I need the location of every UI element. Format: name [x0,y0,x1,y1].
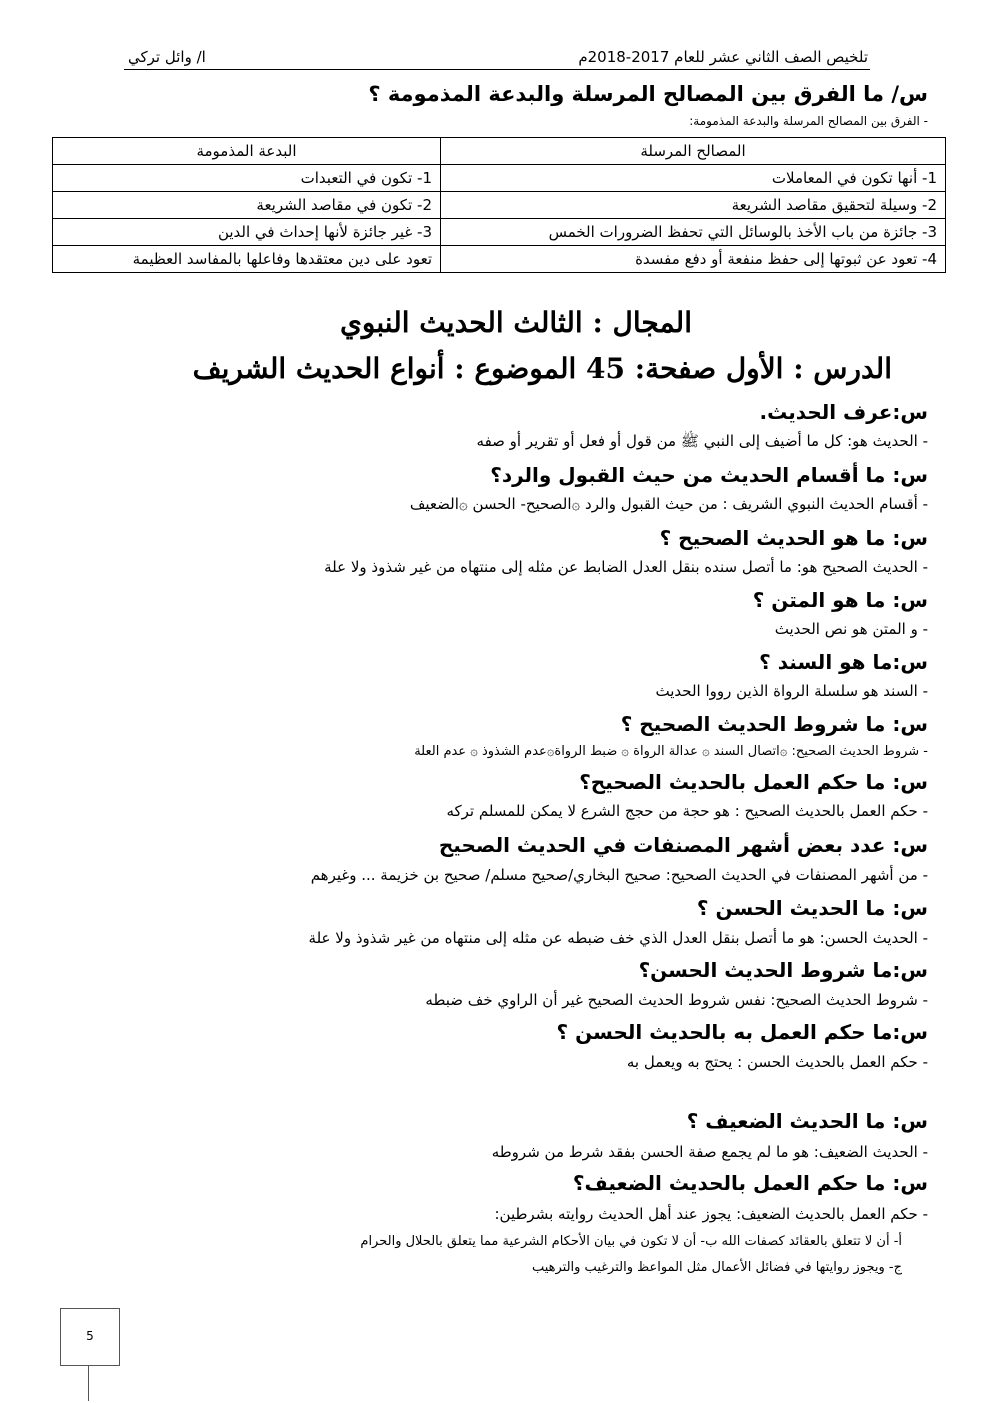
page-number-box [60,1308,120,1366]
header-divider [124,69,870,70]
question: س: عدد بعض أشهر المصنفات في الحديث الصحيح [438,833,928,857]
answer: - و المتن هو نص الحديث [774,620,928,638]
question: س: ما الحديث الحسن ؟ [696,896,928,920]
table-cell: 3- غير جائزة لأنها إحداث في الدين [53,219,441,246]
condition-line: أ- أن لا تتعلق بالعقائد كصفات الله ب- أن لا تكون في بيان الأحكام الشرعية مما يتعلق بالحلال والحرام [360,1234,902,1249]
question: س: ما حكم العمل بالحديث الضعيف؟ [572,1171,928,1195]
teacher-name: ا/ وائل تركي [128,48,206,66]
section-field-heading: المجال : الثالث الحديث النبوي [339,306,692,339]
document-header-title: تلخيص الصف الثاني عشر للعام 2017-2018م [578,48,868,66]
lesson-heading: الدرس : الأول صفحة: 45 الموضوع : أنواع الحديث الشريف [192,352,892,385]
question: س: ما حكم العمل بالحديث الصحيح؟ [579,770,928,794]
table-cell: 2- تكون في مقاصد الشريعة [53,192,441,219]
answer: - أقسام الحديث النبوي الشريف : من حيث القبول والرد ۞الصحيح- الحسن ۞الضعيف [409,495,928,513]
answer: - حكم العمل بالحديث الضعيف: يجوز عند أهل الحديث روايته بشرطين: [494,1205,928,1223]
question: س: ما الحديث الضعيف ؟ [686,1109,928,1133]
question: س: ما هو الحديث الصحيح ؟ [659,526,928,550]
table-header-cell: المصالح المرسلة [441,138,946,165]
condition-line: ج- ويجوز روايتها في فضائل الأعمال مثل المواعظ والترغيب والترهيب [531,1260,902,1275]
answer: - شروط الحديث الصحيح: ۞اتصال السند ۞ عدالة الرواة ۞ ضبط الرواة۞عدم الشذوذ ۞ عدم العلة [414,744,928,759]
table-row [53,219,946,246]
question: س:ما شروط الحديث الحسن؟ [638,958,928,982]
question: س:ما حكم العمل به بالحديث الحسن ؟ [556,1020,928,1044]
answer: - الحديث هو: كل ما أضيف إلى النبي ﷺ من قول أو فعل أو تقرير أو صفه [476,432,928,450]
table-row [53,246,946,273]
intro-question: س/ ما الفرق بين المصالح المرسلة والبدعة المذمومة ؟ [368,82,928,106]
table-cell: 3- جائزة من باب الأخذ بالوسائل التي تحفظ الضرورات الخمس [441,219,946,246]
table-row [53,192,946,219]
question: س: ما أقسام الحديث من حيث القبول والرد؟ [490,463,928,487]
table-cell: 1- أنها تكون في المعاملات [441,165,946,192]
answer: - حكم العمل بالحديث الحسن : يحتج به ويعمل به [626,1053,928,1071]
table-caption: - الفرق بين المصالح المرسلة والبدعة المذمومة: [689,114,928,128]
page-number-line [88,1365,89,1401]
table-cell: 2- وسيلة لتحقيق مقاصد الشريعة [441,192,946,219]
question: س: ما شروط الحديث الصحيح ؟ [620,712,928,736]
table-cell: تعود على دين معتقدها وفاعلها بالمفاسد العظيمة [53,246,441,273]
page-number: 5 [86,1329,94,1343]
table-header-cell: البدعة المذمومة [53,138,441,165]
answer: - الحديث الحسن: هو ما أتصل بنقل العدل الذي خف ضبطه عن مثله إلى منتهاه من غير شذوذ ولا علة [308,929,928,947]
table-header-row [53,138,946,165]
answer: - شروط الحديث الصحيح: نفس شروط الحديث الصحيح غير أن الراوي خف ضبطه [425,991,928,1009]
question: س:ما هو السند ؟ [759,650,928,674]
answer: - الحديث الضعيف: هو ما لم يجمع صفة الحسن بفقد شرط من شروطه [491,1143,928,1161]
comparison-table [52,137,946,273]
answer: - الحديث الصحيح هو: ما أتصل سنده بنقل العدل الضابط عن مثله إلى منتهاه من غير شذوذ ولا علة [324,558,928,576]
answer: - السند هو سلسلة الرواة الذين رووا الحديث [655,682,928,700]
table-cell: 4- تعود عن ثبوتها إلى حفظ منفعة أو دفع مفسدة [441,246,946,273]
table-row [53,165,946,192]
question: س: ما هو المتن ؟ [752,588,928,612]
answer: - من أشهر المصنفات في الحديث الصحيح: صحيح البخاري/صحيح مسلم/ صحيح بن خزيمة ... وغيرهم [310,866,928,884]
answer: - حكم العمل بالحديث الصحيح : هو حجة من حجج الشرع لا يمكن للمسلم تركه [446,802,928,820]
table-cell: 1- تكون في التعبدات [53,165,441,192]
question: س:عرف الحديث. [759,400,928,424]
